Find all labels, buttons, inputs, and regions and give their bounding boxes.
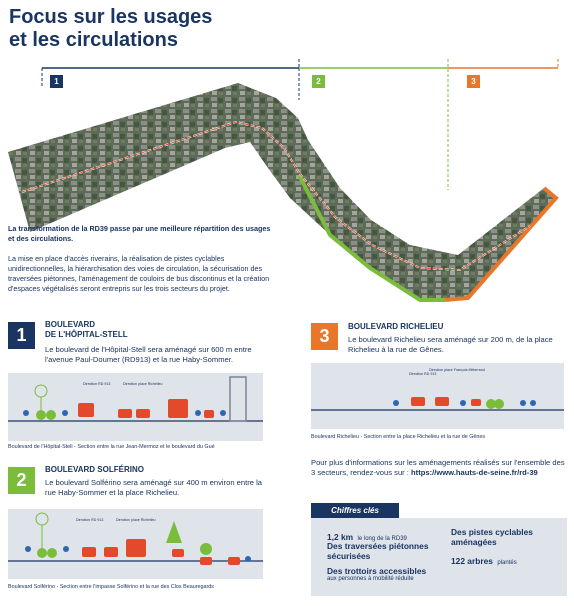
section-3-diagram xyxy=(311,363,564,429)
section-2-text: Le boulevard Solférino sera aménagé sur 400 m environ entre la rue Haby-Sommer et la place Richelieu. xyxy=(45,478,262,497)
section-3-label-b: Direction place François Mitterrand xyxy=(429,368,485,372)
section-3-text: Le boulevard Richelieu sera aménagé sur 200 m, de la place Richelieu à la rue de Gênes. xyxy=(348,335,553,354)
section-number-3: 3 xyxy=(311,323,338,350)
section-1-label-b: Direction place Richelieu xyxy=(123,382,163,386)
key-figure-sidewalks: Des trottoirs accessibles aux personnes à mobilité réduite xyxy=(327,566,427,582)
sector-badge-3: 3 xyxy=(467,75,480,88)
key-figure-length: 1,2 km le long de la RD39 xyxy=(327,532,407,542)
section-3-title: BOULEVARD RICHELIEU xyxy=(348,322,444,331)
section-2-diagram xyxy=(8,509,263,579)
section-2-label-a: Direction RD 913 xyxy=(76,518,104,522)
section-1-title: BOULEVARD DE L'HÔPITAL-STELL xyxy=(45,320,128,339)
title-line-2: et les circulations xyxy=(9,29,178,51)
section-1-label-a: Direction RD 913 xyxy=(83,382,111,386)
section-1-text: Le boulevard de l'Hôpital-Stell sera aménagé sur 600 m entre l'avenue Paul-Doumer (RD913) et la rue Haby-Sommer. xyxy=(45,345,252,364)
more-info-link[interactable]: https://www.hauts-de-seine.fr/rd-39 xyxy=(411,468,538,477)
intro-lead: La transformation de la RD39 passe par une meilleure répartition des usages et des circulations. xyxy=(8,224,271,243)
title-line-1: Focus sur les usages xyxy=(9,6,213,28)
section-1-diagram xyxy=(8,373,263,441)
key-figures-tag: Chiffres clés xyxy=(311,503,399,518)
sector-badge-2: 2 xyxy=(312,75,325,88)
key-figures-box xyxy=(311,518,567,596)
section-number-1: 1 xyxy=(8,322,35,349)
page-title xyxy=(9,6,269,52)
section-2-caption: Boulevard Solférino - Section entre l'impasse Solférino et la rue des Clos Beauregards xyxy=(8,584,214,590)
section-2-title: BOULEVARD SOLFÉRINO xyxy=(45,465,144,474)
section-2-label-b: Direction place Richelieu xyxy=(116,518,156,522)
more-info xyxy=(311,458,566,478)
intro-text: La mise en place d'accès riverains, la réalisation de pistes cyclables unidirectionnelles, la hiérarchisation des voies de circulation, la sécurisation des traversées piétonnes, l'aménagement de couloirs de bus discontinus et la création d'espaces végétalisés seront entrepris sur les trois secteurs du projet. xyxy=(8,254,270,293)
key-figure-trees: 122 arbres plantés xyxy=(451,556,517,566)
sector-badge-1: 1 xyxy=(50,75,63,88)
section-3-label-a: Direction RD 913 xyxy=(409,372,437,376)
more-info-text: Pour plus d'informations sur les aménagements réalisés sur l'ensemble des 3 secteurs, rendez-vous sur : xyxy=(311,458,565,477)
section-1-caption: Boulevard de l'Hôpital-Stell - Section entre la rue Jean-Mermoz et le boulevard du Gué xyxy=(8,444,215,450)
key-figure-bike-lanes: Des pistes cyclables aménagées xyxy=(451,527,533,547)
key-figure-crossings: Des traversées piétonnes sécurisées xyxy=(327,541,429,561)
section-number-2: 2 xyxy=(8,467,35,494)
section-3-caption: Boulevard Richelieu - Section entre la place Richelieu et la rue de Gênes xyxy=(311,434,486,440)
